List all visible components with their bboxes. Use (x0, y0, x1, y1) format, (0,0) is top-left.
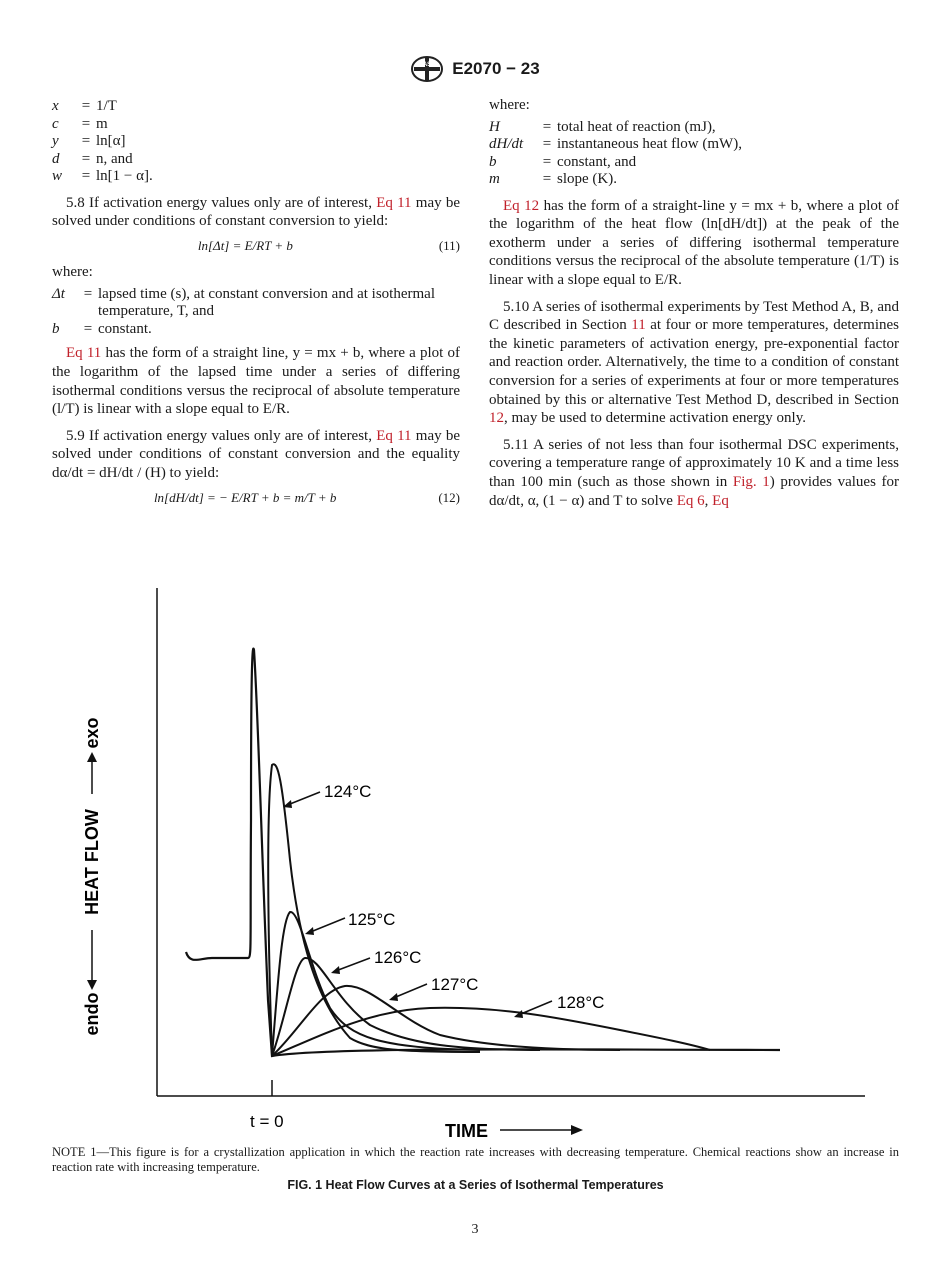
eq12-link[interactable]: Eq 12 (503, 197, 540, 214)
variable-symbol: dH/dt (489, 136, 524, 153)
series-label-125: 125°C (348, 910, 396, 929)
variable-symbol: b (52, 320, 60, 337)
equals-sign: = (83, 285, 93, 302)
equals-sign: = (81, 168, 91, 184)
variable-row (489, 136, 899, 154)
equals-sign: = (542, 153, 552, 170)
baseline-curve (186, 649, 780, 1056)
label-arrow-125 (308, 918, 345, 933)
variable-row (52, 286, 460, 321)
x-axis-arrowhead (571, 1125, 583, 1135)
curve-126c (272, 958, 540, 1056)
paragraph-5-8: 5.8 If activation energy values only are of interest, Eq 11 may be solved under conditions of constant conversion to yield: (52, 194, 460, 230)
variable-symbol: m (489, 171, 500, 188)
where-label: where: (489, 97, 530, 113)
variable-definition: lapsed time (s), at constant conversion and at isothermal temperature, T, and (98, 285, 435, 320)
series-label-127: 127°C (431, 975, 479, 994)
variable-symbol: x (52, 98, 59, 114)
figure-note: NOTE 1—This figure is for a crystallization application in which the reaction rate increases with decreasing temperature. Chemical reactions show an increase in reaction rate with increasing temperature. (52, 1145, 899, 1174)
variable-row (52, 133, 460, 151)
x-tick-label: t = 0 (250, 1112, 284, 1131)
equals-sign: = (542, 171, 552, 188)
right-column (489, 96, 899, 510)
variable-row (52, 168, 460, 186)
where-label: where: (52, 264, 93, 281)
variable-definition: ln[α] (96, 133, 126, 149)
equation-11: ln[Δt] = E/RT + b (11) (197, 237, 460, 253)
x-axis-title: TIME (445, 1121, 488, 1141)
paragraph-5-11: 5.11 A series of not less than four isothermal DSC experiments, covering a temperature range of approximately 10 K and a time less than 100 min (such as those shown in Fig. 1) provides values for dα/dt, α, (1 − α) and T to solve Eq 6, Eq (489, 436, 899, 509)
y-arrowhead-right (87, 752, 97, 762)
variable-symbol: H (489, 118, 500, 135)
variable-definition: slope (K). (557, 171, 617, 188)
y-label-endo: endo (82, 992, 102, 1036)
variable-definition: 1/T (96, 98, 117, 114)
equals-sign: = (542, 118, 552, 135)
equals-sign: = (81, 115, 91, 132)
eq-link[interactable]: Eq (712, 492, 729, 509)
standard-designation: E2070 − 23 (452, 59, 540, 78)
variable-row (489, 171, 899, 189)
variable-definition: ln[1 − α]. (96, 168, 153, 184)
paragraph-eq11: Eq 11 has the form of a straight line, y = mx + b, where a plot of the logarithm of the lapsed time under a series of differing isothermal conditions versus the reciprocal of absolute temperature (l/T) is linear with a slope equal to E/R. (52, 345, 460, 418)
left-column (52, 98, 460, 507)
variable-row (489, 154, 899, 172)
equals-sign: = (542, 136, 552, 153)
variable-list (52, 98, 460, 186)
variable-list-2 (52, 286, 460, 339)
variable-symbol: y (52, 133, 59, 149)
arrowhead-127 (389, 993, 398, 1001)
paragraph-5-9: 5.9 If activation energy values only are of interest, Eq 11 may be solved under conditions of constant conversion and the equality dα/dt = dH/dt / (H) to yield: (52, 427, 460, 481)
variable-row (489, 119, 899, 137)
eq11-link[interactable]: Eq 11 (376, 427, 412, 444)
variable-symbol: b (489, 153, 497, 170)
astm-logo (410, 56, 444, 82)
variable-row (52, 151, 460, 169)
arrowhead-125 (305, 927, 314, 935)
variable-symbol: w (52, 168, 63, 184)
eq11-link[interactable]: Eq 11 (66, 345, 102, 362)
equals-sign: = (81, 133, 91, 149)
page-number: 3 (471, 1222, 479, 1237)
svg-text:AS: AS (423, 62, 432, 68)
variable-row (52, 98, 460, 116)
section-12-link[interactable]: 12 (489, 410, 504, 427)
y-arrowhead-left (87, 980, 97, 990)
equals-sign: = (81, 150, 91, 167)
arrowhead-126 (331, 966, 340, 974)
eq11-link[interactable]: Eq 11 (376, 194, 412, 211)
variable-row (52, 116, 460, 134)
section-11-link[interactable]: 11 (631, 317, 646, 334)
variable-definition: m (96, 115, 108, 132)
paragraph-5-10: 5.10 A series of isothermal experiments by Test Method A, B, and C described in Section 11 at four or more temperatures, determines the kinetic parameters of activation energy, pre-exponential factor and reaction order. Alternatively, the time to a condition of constant conversion for a series of experiments at four or more temperatures obtained by this or alternative Test Method D, described in Section 12, may be used to determine activation energy only. (489, 298, 900, 427)
variable-definition: n, and (96, 150, 133, 167)
variable-definition: constant, and (557, 153, 637, 170)
variable-definition: instantaneous heat flow (mW), (557, 136, 742, 153)
variable-symbol: Δt (52, 285, 65, 302)
variable-row (52, 321, 460, 339)
y-label-heat-flow: HEAT FLOW (82, 809, 102, 915)
variable-list-3 (489, 119, 899, 189)
figure-caption: FIG. 1 Heat Flow Curves at a Series of Isothermal Temperatures (287, 1178, 664, 1192)
equals-sign: = (81, 98, 91, 114)
page-header (0, 56, 950, 82)
y-label-exo: exo (82, 717, 102, 749)
series-label-126: 126°C (374, 948, 422, 967)
paragraph-eq12: Eq 12 has the form of a straight-line y = mx + b, where a plot of the logarithm of the heat flow (ln[dH/dt]) at the peak of the exotherm under a series of differing isothermal temperature conditions versus the reciprocal of the absolute temperature (1/T) is linear with a slope equal to E/R. (489, 197, 899, 288)
equals-sign: = (83, 320, 93, 337)
series-label-124: 124°C (324, 782, 372, 801)
equation-12: ln[dH/dt] = − E/RT + b = m/T + b (12) (153, 489, 460, 505)
fig1-link[interactable]: Fig. 1 (732, 473, 770, 490)
variable-symbol: d (52, 150, 60, 167)
variable-definition: total heat of reaction (mJ), (557, 118, 716, 135)
series-label-128: 128°C (557, 993, 605, 1012)
heat-flow-figure (0, 560, 950, 1150)
eq6-link[interactable]: Eq 6 (676, 492, 705, 509)
variable-symbol: c (52, 115, 59, 132)
y-axis-title (82, 717, 102, 1035)
variable-definition: constant. (98, 320, 152, 337)
